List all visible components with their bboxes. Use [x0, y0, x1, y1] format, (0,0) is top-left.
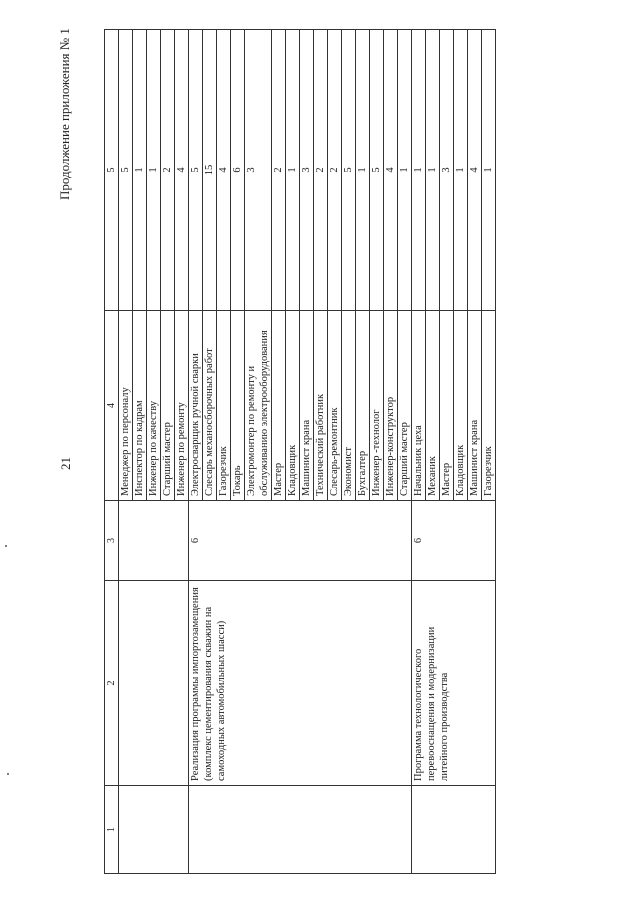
cell-count: 4	[468, 30, 482, 311]
cell-col3	[119, 501, 189, 581]
cell-position: Менеджер по персоналу	[119, 311, 133, 501]
cell-col3: 6	[412, 501, 496, 581]
cell-position: Мастер	[440, 311, 454, 501]
cell-position: Инженер по качеству	[147, 311, 161, 501]
cell-position: Кладовщик	[286, 311, 300, 501]
table-row	[119, 30, 133, 874]
cell-count: 4	[217, 30, 231, 311]
cell-position: Механик	[426, 311, 440, 501]
column-header: 1	[105, 786, 119, 874]
cell-count: 1	[454, 30, 468, 311]
cell-count: 4	[384, 30, 398, 311]
cell-position: Экономист	[342, 311, 356, 501]
cell-col1	[189, 786, 412, 874]
cell-program	[412, 581, 496, 786]
cell-count: 4	[175, 30, 189, 311]
cell-position: Технический работник	[314, 311, 328, 501]
cell-position: Мастер	[272, 311, 286, 501]
cell-count: 15	[203, 30, 217, 311]
cell-col3: 6	[189, 501, 412, 581]
cell-program	[189, 581, 412, 786]
column-header: 4	[105, 311, 119, 501]
continuation-heading: Продолжение приложения № 1	[57, 28, 72, 200]
cell-program	[119, 581, 189, 786]
cell-position: Машинист крана	[300, 311, 314, 501]
cell-position: Газорезчик	[217, 311, 231, 501]
cell-position: Инженер-конструктор	[384, 311, 398, 501]
cell-position: Бухгалтер	[356, 311, 370, 501]
column-header: 5	[105, 30, 119, 311]
cell-position: Слесарь-ремонтник	[328, 311, 342, 501]
page-number: 21	[58, 457, 73, 470]
cell-count: 2	[328, 30, 342, 311]
cell-count: 1	[482, 30, 496, 311]
cell-position: Начальник цеха	[412, 311, 426, 501]
cell-position: Инженер по ремонту	[175, 311, 189, 501]
cell-count: 2	[161, 30, 175, 311]
cell-position: Инженер -технолог	[370, 311, 384, 501]
cell-count: 1	[286, 30, 300, 311]
cell-count: 1	[412, 30, 426, 311]
cell-count: 2	[272, 30, 286, 311]
cell-count: 3	[440, 30, 454, 311]
cell-count: 5	[119, 30, 133, 311]
cell-count: 5	[342, 30, 356, 311]
cell-count: 1	[398, 30, 412, 311]
program-name: Реализация программы импортозамещения (комплекс цементирования скважин на самоходных автомобильных шасси)	[190, 587, 227, 781]
program-name: Программа технологического перевооснащения и модернизации литейного производства	[413, 626, 450, 781]
cell-count: 2	[314, 30, 328, 311]
cell-col1	[412, 786, 496, 874]
cell-position: Кладовщик	[454, 311, 468, 501]
cell-position: Старший мастер	[161, 311, 175, 501]
table-header-row	[105, 30, 119, 874]
cell-count: 3	[245, 30, 272, 311]
cell-count: 3	[300, 30, 314, 311]
cell-position: Машинист крана	[468, 311, 482, 501]
cell-position: Токарь	[231, 311, 245, 501]
cell-count: 1	[426, 30, 440, 311]
column-header: 3	[105, 501, 119, 581]
cell-count: 5	[370, 30, 384, 311]
cell-count: 1	[356, 30, 370, 311]
cell-count: 6	[231, 30, 245, 311]
cell-count: 5	[189, 30, 203, 311]
cell-col1	[119, 786, 189, 874]
cell-position: Газорезчик	[482, 311, 496, 501]
cell-count: 1	[147, 30, 161, 311]
column-header: 2	[105, 581, 119, 786]
cell-count: 1	[133, 30, 147, 311]
cell-position: Старший мастер	[398, 311, 412, 501]
table-row	[412, 30, 426, 874]
cell-position: Слесарь механосборочных работ	[203, 311, 217, 501]
table-row	[189, 30, 203, 874]
cell-position: Электросварщик ручной сварки	[189, 311, 203, 501]
cell-position: Электромонтер по ремонту и обслуживанию электрооборудования	[245, 311, 272, 501]
staffing-table	[104, 29, 496, 874]
cell-position: Инспектор по кадрам	[133, 311, 147, 501]
